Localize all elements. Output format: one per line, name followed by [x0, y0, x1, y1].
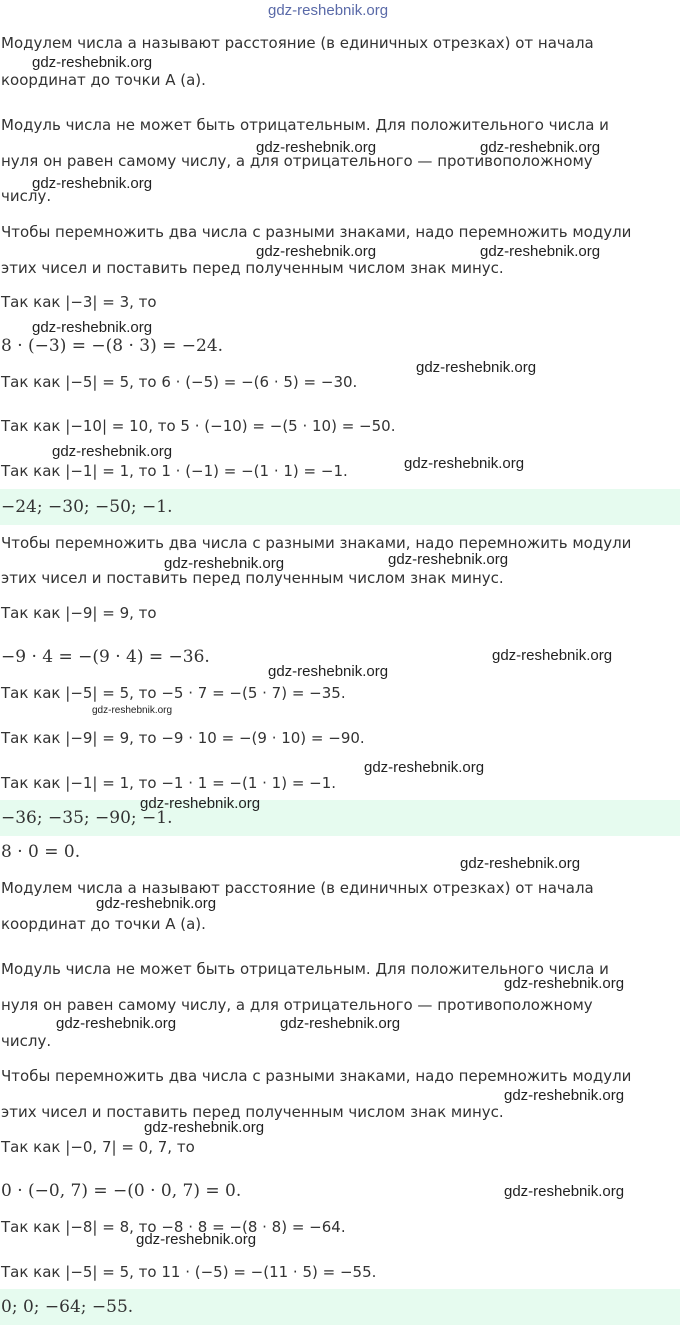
answer-line: −24; −30; −50; −1. [0, 489, 680, 525]
watermark: gdz-reshebnik.org [388, 551, 509, 568]
math-line: Так как |−5| = 5, то 11 · (−5) = −(11 · 5) = −55. [1, 1263, 377, 1281]
math-line: 8 · (−3) = −(8 · 3) = −24. [1, 336, 224, 356]
watermark: gdz-reshebnik.org [136, 1231, 257, 1248]
paragraph-line: этих чисел и поставить перед полученным числом знак минус. [1, 569, 504, 587]
paragraph-line: этих чисел и поставить перед полученным числом знак минус. [1, 1103, 504, 1121]
math-line: Так как |−3| = 3, то [1, 293, 157, 311]
watermark: gdz-reshebnik.org [492, 647, 613, 664]
watermark: gdz-reshebnik.org [504, 1183, 625, 1200]
watermark: gdz-reshebnik.org [268, 663, 389, 680]
watermark: gdz-reshebnik.org [96, 895, 217, 912]
watermark: gdz-reshebnik.org [140, 795, 261, 812]
paragraph-line: Модуль числа не может быть отрицательным. Для положительного числа и [1, 116, 609, 134]
watermark: gdz-reshebnik.org [460, 855, 581, 872]
math-line: Так как |−8| = 8, то −8 · 8 = −(8 · 8) = −64. [1, 1218, 346, 1236]
answer-line: 0; 0; −64; −55. [0, 1289, 680, 1325]
math-line: −9 · 4 = −(9 · 4) = −36. [1, 647, 210, 667]
watermark: gdz-reshebnik.org [256, 139, 377, 156]
watermark: gdz-reshebnik.org [52, 443, 173, 460]
paragraph-line: координат до точки A (a). [1, 915, 206, 933]
watermark: gdz-reshebnik.org [92, 705, 173, 716]
paragraph-line: координат до точки A (a). [1, 71, 206, 89]
paragraph-line: нуля он равен самому числу, а для отрицательного — противоположному [1, 152, 593, 170]
watermark: gdz-reshebnik.org [32, 319, 153, 336]
answer-line: −36; −35; −90; −1. [0, 800, 680, 836]
watermark: gdz-reshebnik.org [256, 243, 377, 260]
paragraph-line: нуля он равен самому числу, а для отрицательного — противоположному [1, 996, 593, 1014]
watermark: gdz-reshebnik.org [144, 1119, 265, 1136]
paragraph-line: числу. [1, 1032, 52, 1050]
watermark: gdz-reshebnik.org [280, 1015, 401, 1032]
math-line: Так как |−1| = 1, то 1 · (−1) = −(1 · 1) = −1. [1, 462, 348, 480]
paragraph-line: Модуль числа не может быть отрицательным. Для положительного числа и [1, 960, 609, 978]
watermark: gdz-reshebnik.org [404, 455, 525, 472]
watermark: gdz-reshebnik.org [32, 54, 153, 71]
paragraph-line: Чтобы перемножить два числа с разными знаками, надо перемножить модули [1, 1067, 632, 1085]
paragraph-line: числу. [1, 187, 52, 205]
paragraph-line: Чтобы перемножить два числа с разными знаками, надо перемножить модули [1, 223, 632, 241]
math-line: 8 · 0 = 0. [1, 842, 81, 862]
watermark: gdz-reshebnik.org [32, 175, 153, 192]
paragraph-line: Модулем числа a называют расстояние (в единичных отрезках) от начала [1, 34, 594, 52]
math-line: Так как |−1| = 1, то −1 · 1 = −(1 · 1) = −1. [1, 774, 337, 792]
watermark: gdz-reshebnik.org [56, 1015, 177, 1032]
watermark: gdz-reshebnik.org [164, 555, 285, 572]
math-line: Так как |−5| = 5, то −5 · 7 = −(5 · 7) = −35. [1, 684, 346, 702]
math-line: Так как |−9| = 9, то −9 · 10 = −(9 · 10) = −90. [1, 729, 365, 747]
watermark-top: gdz-reshebnik.org [268, 2, 389, 19]
math-line: Так как |−9| = 9, то [1, 604, 157, 622]
paragraph-line: Чтобы перемножить два числа с разными знаками, надо перемножить модули [1, 534, 632, 552]
watermark: gdz-reshebnik.org [364, 759, 485, 776]
watermark: gdz-reshebnik.org [416, 359, 537, 376]
watermark: gdz-reshebnik.org [480, 139, 601, 156]
math-line: Так как |−10| = 10, то 5 · (−10) = −(5 · 10) = −50. [1, 417, 396, 435]
paragraph-line: Модулем числа a называют расстояние (в единичных отрезках) от начала [1, 879, 594, 897]
math-line: Так как |−5| = 5, то 6 · (−5) = −(6 · 5) = −30. [1, 373, 358, 391]
watermark: gdz-reshebnik.org [480, 243, 601, 260]
watermark: gdz-reshebnik.org [504, 975, 625, 992]
paragraph-line: этих чисел и поставить перед полученным числом знак минус. [1, 259, 504, 277]
math-line: Так как |−0, 7| = 0, 7, то [1, 1138, 195, 1156]
watermark: gdz-reshebnik.org [504, 1087, 625, 1104]
math-line: 0 · (−0, 7) = −(0 · 0, 7) = 0. [1, 1181, 242, 1201]
